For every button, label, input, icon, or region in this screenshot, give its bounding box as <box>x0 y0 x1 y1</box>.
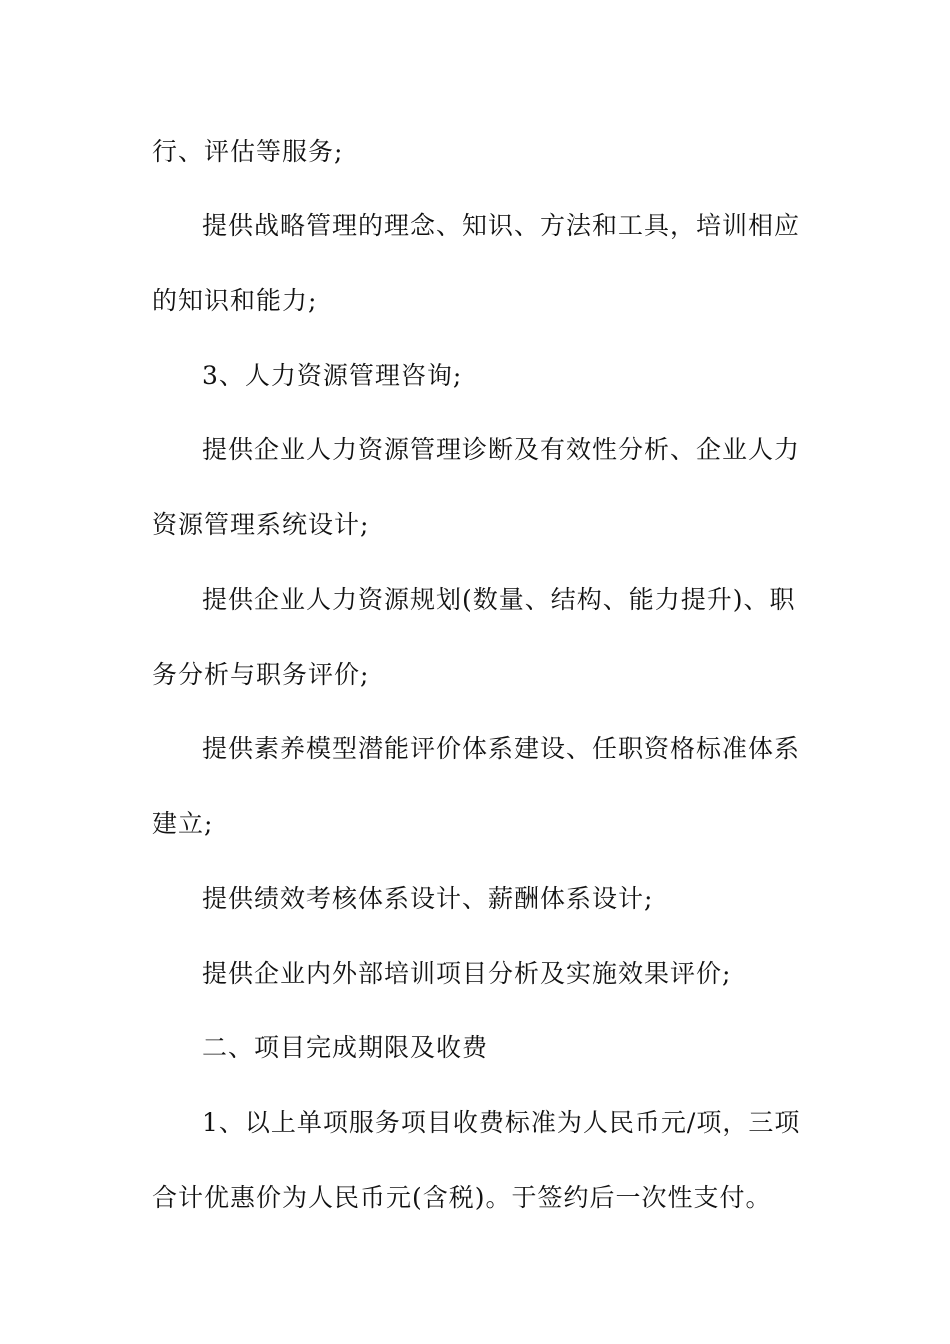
text-line-9: 提供素养模型潜能评价体系建设、任职资格标准体系 <box>202 734 801 763</box>
text-line-10: 建立; <box>152 809 214 838</box>
section-heading-hr-consulting: 3、人力资源管理咨询; <box>202 361 463 390</box>
text-line-1: 行、评估等服务; <box>152 137 344 166</box>
text-line-11: 提供绩效考核体系设计、薪酬体系设计; <box>202 884 654 913</box>
text-line-2: 提供战略管理的理念、知识、方法和工具，培训相应 <box>202 211 801 240</box>
text-line-14: 1、以上单项服务项目收费标准为人民币元/项，三项 <box>202 1108 801 1137</box>
text-line-8: 务分析与职务评价; <box>152 660 370 689</box>
text-line-15: 合计优惠价为人民币元(含税)。于签约后一次性支付。 <box>152 1183 772 1212</box>
text-line-6: 资源管理系统设计; <box>152 510 370 539</box>
text-line-12: 提供企业内外部培训项目分析及实施效果评价; <box>202 959 732 988</box>
text-line-7: 提供企业人力资源规划(数量、结构、能力提升)、职 <box>202 585 796 614</box>
section-heading-deadline-fees: 二、项目完成期限及收费 <box>202 1033 489 1062</box>
text-line-3: 的知识和能力; <box>152 286 318 315</box>
text-line-5: 提供企业人力资源管理诊断及有效性分析、企业人力 <box>202 435 801 464</box>
